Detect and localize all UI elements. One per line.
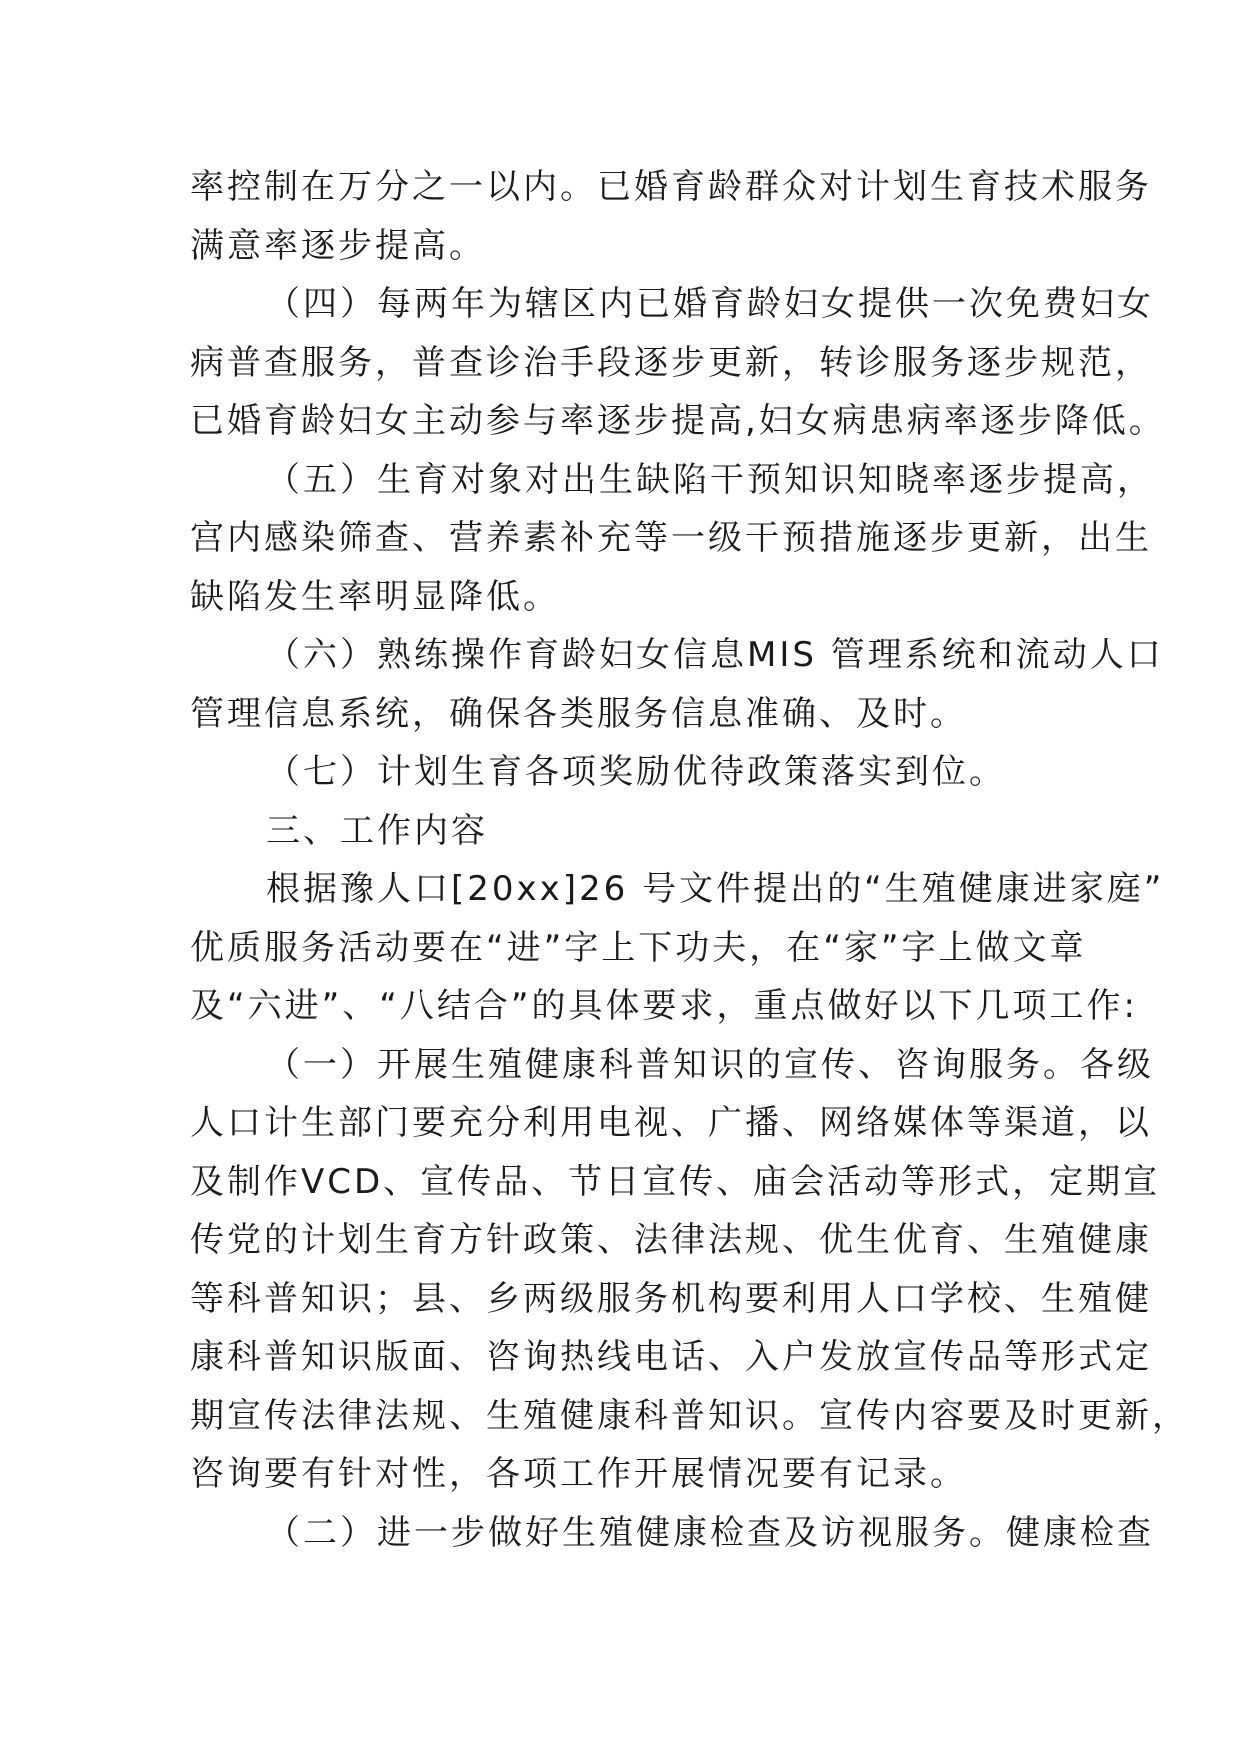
text-line: （七）计划生育各项奖励优待政策落实到位。 — [266, 752, 1006, 792]
text-line: 及“六进”、“八结合”的具体要求，重点做好以下几项工作: — [190, 986, 1138, 1026]
text-line: （六）熟练操作育龄妇女信息MIS 管理系统和流动人口 — [266, 635, 1164, 675]
text-line: 缺陷发生率明显降低。 — [190, 576, 560, 617]
text-line: 期宣传法律法规、生殖健康科普知识。宣传内容要及时更新， — [190, 1395, 1189, 1436]
text-line: 病普查服务，普查诊治手段逐步更新，转诊服务逐步规范， — [190, 342, 1152, 383]
text-line: 咨询要有针对性，各项工作开展情况要有记录。 — [190, 1454, 967, 1494]
text-line: （五）生育对象对出生缺陷干预知识知晓率逐步提高， — [266, 459, 1154, 500]
text-line: 率控制在万分之一以内。已婚育龄群众对计划生育技术服务 — [190, 167, 1152, 207]
text-line: 优质服务活动要在“进”字上下功夫，在“家”字上做文章 — [190, 927, 1087, 968]
text-line: 及制作VCD、宣传品、节日宣传、庙会活动等形式，定期宣 — [190, 1161, 1161, 1202]
text-line: 满意率逐步提高。 — [190, 225, 486, 266]
text-line: （一）开展生殖健康科普知识的宣传、咨询服务。各级 — [266, 1044, 1154, 1085]
text-line: 等科普知识；县、乡两级服务机构要利用人口学校、生殖健 — [190, 1278, 1152, 1319]
text-line: 传党的计划生育方针政策、法律法规、优生优育、生殖健康 — [190, 1220, 1152, 1260]
text-line: 宫内感染筛查、营养素补充等一级干预措施逐步更新，出生 — [190, 518, 1152, 558]
document-body — [190, 158, 1189, 1562]
text-line: 根据豫人口[20xx]26 号文件提出的“生殖健康进家庭” — [266, 869, 1165, 909]
text-line: 已婚育龄妇女主动参与率逐步提高,妇女病患病率逐步降低。 — [190, 401, 1166, 441]
text-line: 三、工作内容 — [266, 810, 488, 851]
text-line: 康科普知识版面、咨询热线电话、入户发放宣传品等形式定 — [190, 1337, 1152, 1377]
text-line: 管理信息系统，确保各类服务信息准确、及时。 — [190, 693, 967, 734]
text-line: 人口计生部门要充分利用电视、广播、网络媒体等渠道，以 — [190, 1103, 1152, 1143]
text-line: （四）每两年为辖区内已婚育龄妇女提供一次免费妇女 — [266, 284, 1154, 324]
text-line: （二）进一步做好生殖健康检查及访视服务。健康检查 — [266, 1512, 1154, 1553]
